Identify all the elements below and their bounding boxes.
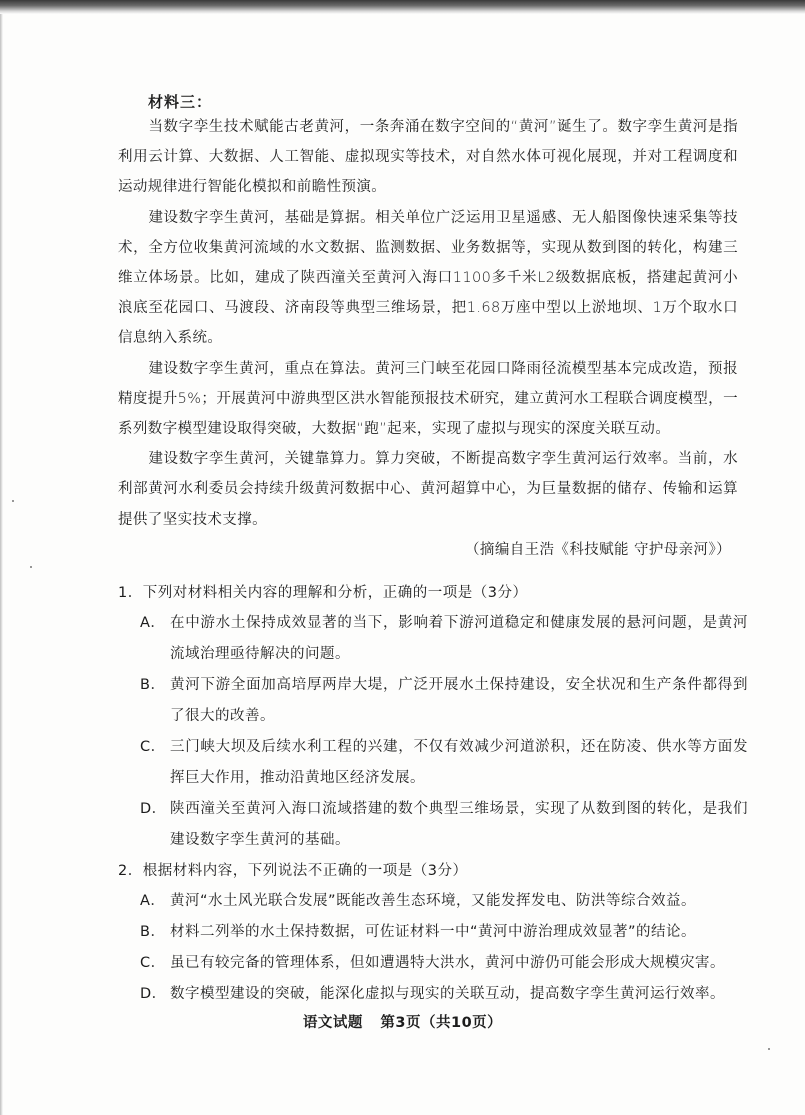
option-letter: A． bbox=[140, 893, 166, 909]
scan-top-edge bbox=[0, 0, 805, 14]
option-letter: D． bbox=[140, 801, 167, 817]
option-b bbox=[140, 670, 748, 732]
option-text: 材料二列举的水土保持数据，可佐证材料一中“黄河中游治理成效显著”的结论。 bbox=[170, 924, 697, 940]
scan-speck bbox=[30, 566, 32, 568]
material-paragraph: 建设数字孪生黄河，重点在算法。黄河三门峡至花园口降雨径流模型基本完成改造，预报精度提升5%；开展黄河中游典型区洪水智能预报技术研究，建立黄河水工程联合调度模型，一系列数字模型建设取得突破，大数据“跑”起来，实现了虚拟与现实的深度关联互动。 bbox=[118, 360, 738, 438]
question-1 bbox=[118, 578, 748, 856]
questions-section bbox=[118, 578, 748, 1010]
option-c bbox=[140, 732, 748, 794]
material-paragraph: 建设数字孪生黄河，关键靠算力。算力突破，不断提高数字孪生黄河运行效率。当前，水利部黄河水利委员会持续升级黄河数据中心、黄河超算中心，为巨量数据的储存、传输和运算提供了坚实技术支撑。 bbox=[118, 451, 738, 528]
option-a bbox=[140, 608, 748, 670]
material-source: （摘编自王浩《科技赋能 守护母亲河》） bbox=[465, 542, 731, 558]
option-letter: D． bbox=[140, 986, 167, 1002]
option-text: 三门峡大坝及后续水利工程的兴建，不仅有效减少河道淤积，还在防凌、供水等方面发挥巨大作用，推动沿黄地区经济发展。 bbox=[170, 739, 748, 786]
option-d bbox=[140, 794, 748, 856]
material-paragraph: 建设数字孪生黄河，基础是算据。相关单位广泛运用卫星遥感、无人船图像快速采集等技术，全方位收集黄河流域的水文数据、监测数据、业务数据等，实现从数到图的转化，构建三维立体场景。比如，建成了陕西潼关至黄河入海口1100多千米L2级数据底板，搭建起黄河小浪底至花园口、马渡段、济南段等典型三维场景，把1.68万座中型以上淤地坝、1万个取水口信息纳入系统。 bbox=[118, 209, 738, 347]
option-text: 虽已有较完备的管理体系，但如遭遇特大洪水，黄河中游仍可能会形成大规模灾害。 bbox=[170, 955, 725, 971]
option-b bbox=[140, 917, 748, 948]
option-letter: B． bbox=[140, 677, 166, 693]
material-paragraph: 当数字孪生技术赋能古老黄河，一条奔涌在数字空间的“黄河”诞生了。数字孪生黄河是指利用云计算、大数据、人工智能、虚拟现实等技术，对自然水体可视化展现，并对工程调度和运动规律进行智能化模拟和前瞻性预演。 bbox=[118, 119, 738, 196]
scan-left-edge bbox=[0, 14, 3, 1115]
question-2 bbox=[118, 856, 748, 1010]
option-text: 数字模型建设的突破，能深化虚拟与现实的关联互动，提高数字孪生黄河运行效率。 bbox=[170, 986, 725, 1002]
option-text: 黄河“水土风光联合发展”既能改善生态环境，又能发挥发电、防洪等综合效益。 bbox=[170, 893, 697, 909]
footer-subject: 语文试题 bbox=[302, 1015, 363, 1031]
footer-page-number: 第3页（共10页） bbox=[380, 1015, 503, 1031]
option-text: 在中游水土保持成效显著的当下，影响着下游河道稳定和健康发展的悬河问题，是黄河流域治理亟待解决的问题。 bbox=[170, 615, 748, 662]
option-letter: B． bbox=[140, 924, 166, 940]
option-letter: A． bbox=[140, 615, 166, 631]
scan-speck bbox=[12, 500, 14, 502]
scan-speck bbox=[768, 1048, 770, 1050]
material-body bbox=[118, 112, 738, 535]
question-stem: 2．根据材料内容，下列说法不正确的一项是（3分） bbox=[118, 863, 468, 879]
material-heading: 材料三： bbox=[148, 93, 213, 111]
option-text: 陕西潼关至黄河入海口流域搭建的数个典型三维场景，实现了从数到图的转化，是我们建设数字孪生黄河的基础。 bbox=[170, 801, 748, 848]
question-stem: 1．下列对材料相关内容的理解和分析，正确的一项是（3分） bbox=[118, 585, 528, 601]
option-c bbox=[140, 948, 748, 979]
option-text: 黄河下游全面加高培厚两岸大堤，广泛开展水土保持建设，安全状况和生产条件都得到了很大的改善。 bbox=[170, 677, 748, 724]
option-letter: C． bbox=[140, 739, 166, 755]
page-footer bbox=[0, 1011, 805, 1032]
option-a bbox=[140, 886, 748, 917]
option-letter: C． bbox=[140, 955, 166, 971]
option-d bbox=[140, 979, 748, 1010]
